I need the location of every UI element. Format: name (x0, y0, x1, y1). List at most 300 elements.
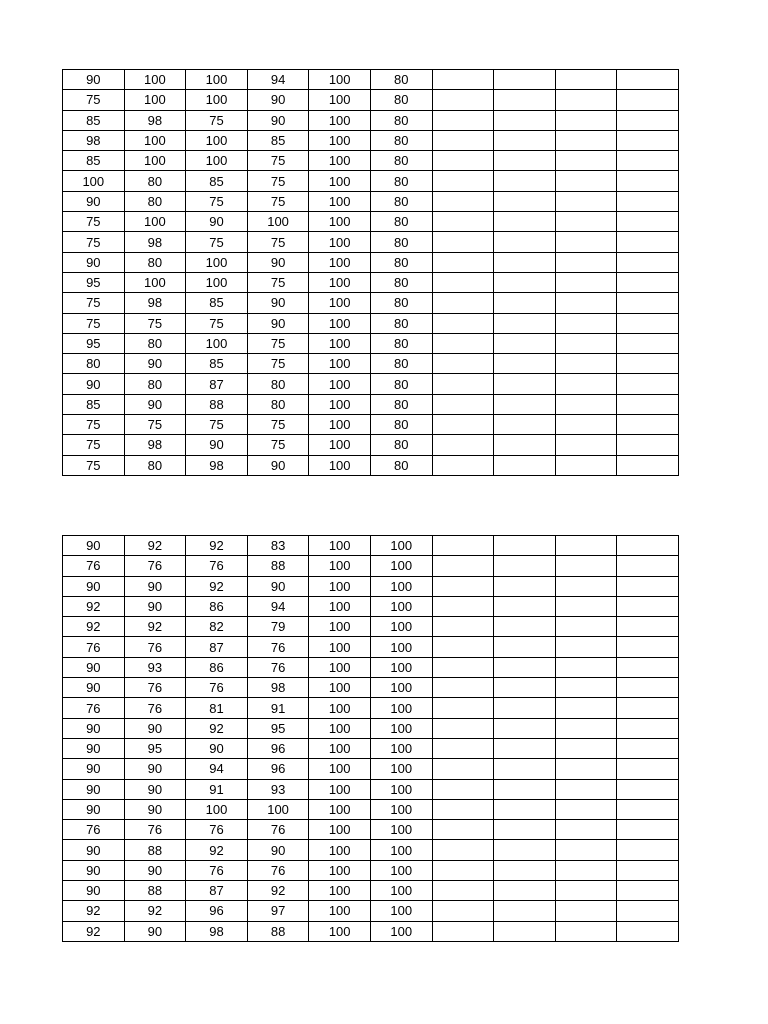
table-cell (617, 678, 679, 698)
table-cell (494, 596, 556, 616)
table-cell: 85 (63, 394, 125, 414)
table-cell (555, 901, 617, 921)
table-cell: 100 (309, 536, 371, 556)
table-cell: 100 (309, 820, 371, 840)
table-cell: 100 (370, 596, 432, 616)
table-cell: 80 (370, 252, 432, 272)
table-cell: 100 (247, 212, 309, 232)
table-cell (617, 252, 679, 272)
table-cell: 85 (63, 151, 125, 171)
table-cell (617, 272, 679, 292)
table-cell: 100 (370, 678, 432, 698)
table-cell (494, 860, 556, 880)
table-cell (617, 637, 679, 657)
table-cell: 100 (370, 820, 432, 840)
table-cell: 75 (63, 90, 125, 110)
table-cell (432, 455, 494, 475)
table-cell: 83 (247, 536, 309, 556)
table-row (63, 333, 679, 353)
table-cell (617, 576, 679, 596)
table-cell: 100 (309, 455, 371, 475)
table-cell (494, 921, 556, 941)
table-cell (617, 232, 679, 252)
table-row (63, 921, 679, 941)
table-cell (494, 657, 556, 677)
table-row (63, 110, 679, 130)
table-cell (432, 576, 494, 596)
table-cell: 75 (124, 313, 186, 333)
table-cell (617, 617, 679, 637)
table-cell: 75 (186, 232, 248, 252)
table-cell: 100 (370, 779, 432, 799)
table-cell (617, 657, 679, 677)
table-cell (432, 536, 494, 556)
table-cell: 90 (63, 799, 125, 819)
table-cell (494, 374, 556, 394)
table-cell: 85 (186, 171, 248, 191)
table-cell: 98 (186, 921, 248, 941)
table-cell: 75 (186, 191, 248, 211)
table-cell (617, 759, 679, 779)
table-cell: 100 (370, 617, 432, 637)
table-cell (494, 820, 556, 840)
table-cell: 75 (247, 333, 309, 353)
table-cell (617, 556, 679, 576)
table-cell: 90 (124, 779, 186, 799)
table-cell (555, 232, 617, 252)
table-cell (494, 435, 556, 455)
table-cell: 90 (63, 252, 125, 272)
table-row (63, 657, 679, 677)
table-cell: 100 (309, 799, 371, 819)
table-cell (617, 333, 679, 353)
table-cell (617, 820, 679, 840)
table-cell (432, 313, 494, 333)
table-cell: 100 (309, 252, 371, 272)
table-cell: 75 (186, 313, 248, 333)
table-cell: 90 (63, 860, 125, 880)
table-cell (617, 354, 679, 374)
table-cell: 98 (124, 232, 186, 252)
table-cell (617, 860, 679, 880)
table-row (63, 151, 679, 171)
table-cell: 100 (309, 860, 371, 880)
table-cell: 100 (186, 70, 248, 90)
table-cell: 80 (124, 191, 186, 211)
table-cell: 100 (309, 840, 371, 860)
table-cell: 100 (309, 394, 371, 414)
table-row (63, 881, 679, 901)
table-cell (555, 110, 617, 130)
table-cell (555, 596, 617, 616)
table-cell (555, 576, 617, 596)
table-cell (617, 171, 679, 191)
table-cell: 100 (309, 637, 371, 657)
table-cell: 100 (309, 415, 371, 435)
table-cell (617, 596, 679, 616)
table-cell: 80 (124, 252, 186, 272)
table-row (63, 171, 679, 191)
table-cell (555, 191, 617, 211)
table-cell (494, 901, 556, 921)
table-cell: 100 (309, 354, 371, 374)
table-cell (494, 151, 556, 171)
table-cell: 100 (309, 272, 371, 292)
table-cell: 98 (186, 455, 248, 475)
table-cell: 100 (309, 596, 371, 616)
table-cell (555, 151, 617, 171)
table-cell: 100 (309, 617, 371, 637)
table-cell (494, 799, 556, 819)
table-row (63, 374, 679, 394)
table-cell: 100 (309, 921, 371, 941)
table-cell: 98 (63, 130, 125, 150)
table-cell: 100 (370, 698, 432, 718)
table-cell (617, 151, 679, 171)
table-cell (494, 617, 556, 637)
table-cell (432, 374, 494, 394)
table-row (63, 313, 679, 333)
table-cell (494, 415, 556, 435)
table-cell: 75 (186, 415, 248, 435)
table-row (63, 293, 679, 313)
table-cell: 92 (124, 617, 186, 637)
table-cell: 75 (247, 272, 309, 292)
table-cell (617, 779, 679, 799)
table-cell: 90 (63, 738, 125, 758)
table-cell (617, 738, 679, 758)
table-cell: 76 (247, 860, 309, 880)
table-cell (555, 90, 617, 110)
table-cell (555, 435, 617, 455)
table-cell: 75 (63, 435, 125, 455)
table-cell (617, 840, 679, 860)
table-cell: 90 (247, 293, 309, 313)
table-row (63, 698, 679, 718)
table-cell: 86 (186, 657, 248, 677)
table-cell: 92 (124, 901, 186, 921)
table-cell: 86 (186, 596, 248, 616)
table-cell (555, 881, 617, 901)
table-row (63, 232, 679, 252)
score-table-2 (62, 535, 679, 942)
table-cell (617, 130, 679, 150)
table-cell (494, 191, 556, 211)
table-cell: 92 (186, 840, 248, 860)
table-cell: 96 (186, 901, 248, 921)
table-cell: 100 (370, 759, 432, 779)
table-cell: 91 (186, 779, 248, 799)
table-cell (494, 576, 556, 596)
table-cell: 92 (186, 576, 248, 596)
table-cell (494, 536, 556, 556)
table-row (63, 596, 679, 616)
table-cell (494, 678, 556, 698)
table-cell: 100 (247, 799, 309, 819)
table-cell: 76 (186, 678, 248, 698)
table-cell (555, 657, 617, 677)
table-cell (617, 698, 679, 718)
table-cell: 80 (370, 191, 432, 211)
table-cell: 75 (186, 110, 248, 130)
table-cell: 95 (247, 718, 309, 738)
table-cell: 92 (63, 617, 125, 637)
table-cell: 80 (370, 70, 432, 90)
table-cell: 100 (186, 151, 248, 171)
table-cell: 76 (124, 556, 186, 576)
table-cell: 100 (309, 191, 371, 211)
table-cell: 100 (370, 881, 432, 901)
table-cell: 90 (124, 394, 186, 414)
table-cell: 100 (370, 860, 432, 880)
table-cell (432, 232, 494, 252)
table-cell: 76 (124, 820, 186, 840)
table-cell: 80 (370, 90, 432, 110)
table-cell (555, 70, 617, 90)
table-cell (494, 232, 556, 252)
table-cell: 90 (63, 536, 125, 556)
table-cell: 92 (63, 921, 125, 941)
table-row (63, 212, 679, 232)
table-cell (494, 637, 556, 657)
table-cell: 76 (63, 556, 125, 576)
table-row (63, 536, 679, 556)
table-cell (494, 313, 556, 333)
table-cell: 76 (63, 637, 125, 657)
table-cell: 95 (63, 272, 125, 292)
table-cell: 80 (124, 333, 186, 353)
table-row (63, 901, 679, 921)
table-cell (555, 455, 617, 475)
table-cell (555, 415, 617, 435)
table-cell: 80 (124, 374, 186, 394)
table-cell (432, 657, 494, 677)
table-cell: 90 (63, 657, 125, 677)
table-cell (494, 779, 556, 799)
table-cell: 80 (370, 374, 432, 394)
table-cell: 90 (247, 252, 309, 272)
table-cell (432, 110, 494, 130)
table-cell: 76 (63, 698, 125, 718)
table-cell: 76 (63, 820, 125, 840)
table-cell: 100 (309, 759, 371, 779)
table-cell (617, 455, 679, 475)
table-row (63, 576, 679, 596)
table-row (63, 455, 679, 475)
table-cell (555, 779, 617, 799)
table-cell: 100 (309, 313, 371, 333)
table-cell (555, 333, 617, 353)
table-cell: 92 (124, 536, 186, 556)
table-cell (555, 738, 617, 758)
table-cell: 100 (186, 799, 248, 819)
table-cell (432, 293, 494, 313)
table-cell: 100 (186, 272, 248, 292)
table-cell: 96 (247, 759, 309, 779)
table-row (63, 637, 679, 657)
table-cell (432, 617, 494, 637)
table-cell: 88 (247, 921, 309, 941)
table-cell: 75 (124, 415, 186, 435)
table-cell: 92 (186, 536, 248, 556)
table-row (63, 860, 679, 880)
table-cell: 90 (247, 455, 309, 475)
table-cell (494, 171, 556, 191)
table-cell (555, 354, 617, 374)
table-cell (555, 759, 617, 779)
table-cell: 90 (247, 313, 309, 333)
table-cell (494, 130, 556, 150)
table-cell: 100 (309, 556, 371, 576)
table-cell (432, 415, 494, 435)
table-cell: 100 (186, 130, 248, 150)
table-cell: 75 (247, 435, 309, 455)
table-cell: 100 (309, 779, 371, 799)
table-cell: 90 (63, 191, 125, 211)
table-cell (432, 718, 494, 738)
table-cell: 75 (247, 191, 309, 211)
table-cell: 100 (309, 576, 371, 596)
table-cell: 80 (124, 171, 186, 191)
table-cell: 100 (309, 698, 371, 718)
table-cell (432, 354, 494, 374)
table-cell: 76 (124, 637, 186, 657)
table-cell (555, 820, 617, 840)
table-cell (555, 921, 617, 941)
table-cell: 76 (124, 698, 186, 718)
table-cell (617, 374, 679, 394)
table-cell (432, 556, 494, 576)
table-cell (432, 130, 494, 150)
table-cell: 90 (247, 840, 309, 860)
table-cell (555, 698, 617, 718)
table-cell: 80 (63, 354, 125, 374)
table-cell: 76 (124, 678, 186, 698)
table-cell: 90 (63, 779, 125, 799)
table-cell: 95 (63, 333, 125, 353)
table-row (63, 130, 679, 150)
table-cell (494, 70, 556, 90)
table-cell (432, 860, 494, 880)
table-cell: 100 (370, 536, 432, 556)
table-cell (494, 840, 556, 860)
table-cell (617, 394, 679, 414)
table-row (63, 799, 679, 819)
table-cell: 81 (186, 698, 248, 718)
table-cell (555, 212, 617, 232)
table-cell: 100 (370, 657, 432, 677)
table-cell: 100 (186, 333, 248, 353)
table-cell (617, 718, 679, 738)
table-cell (432, 394, 494, 414)
table-cell: 75 (63, 455, 125, 475)
table-cell: 75 (63, 313, 125, 333)
table-cell: 90 (186, 212, 248, 232)
table-cell: 100 (309, 70, 371, 90)
table-row (63, 415, 679, 435)
table-cell: 100 (309, 232, 371, 252)
table-cell (494, 354, 556, 374)
table-row (63, 70, 679, 90)
table-cell: 100 (186, 90, 248, 110)
table-row (63, 272, 679, 292)
table-cell: 100 (309, 90, 371, 110)
table-cell: 90 (124, 799, 186, 819)
table-cell: 98 (247, 678, 309, 698)
table-cell: 93 (247, 779, 309, 799)
table-row (63, 738, 679, 758)
table-cell: 100 (186, 252, 248, 272)
table-cell (617, 313, 679, 333)
table-cell (432, 779, 494, 799)
table-cell (494, 333, 556, 353)
table-cell: 79 (247, 617, 309, 637)
table-cell (617, 293, 679, 313)
table-cell (432, 901, 494, 921)
table-cell (555, 313, 617, 333)
table-cell: 100 (124, 212, 186, 232)
table-cell: 94 (247, 70, 309, 90)
table-cell (555, 272, 617, 292)
table-cell: 80 (370, 354, 432, 374)
table-cell: 100 (309, 901, 371, 921)
table-cell (432, 70, 494, 90)
table-cell (494, 252, 556, 272)
table-cell (432, 678, 494, 698)
table-cell: 85 (63, 110, 125, 130)
table-cell: 100 (124, 70, 186, 90)
table-cell (555, 860, 617, 880)
table-cell: 88 (247, 556, 309, 576)
table-cell (555, 840, 617, 860)
table-cell: 100 (309, 333, 371, 353)
table-cell: 100 (309, 151, 371, 171)
table-cell: 100 (124, 272, 186, 292)
table-cell: 100 (309, 374, 371, 394)
table-cell (432, 738, 494, 758)
table-cell (494, 293, 556, 313)
table-cell: 100 (309, 130, 371, 150)
table-cell (555, 556, 617, 576)
table-cell (555, 252, 617, 272)
table-cell (617, 90, 679, 110)
table-cell: 75 (247, 151, 309, 171)
table-cell: 76 (186, 820, 248, 840)
table-cell: 100 (370, 718, 432, 738)
table-cell: 100 (370, 738, 432, 758)
table-cell (555, 394, 617, 414)
table-cell (432, 840, 494, 860)
table-cell: 85 (247, 130, 309, 150)
table-cell: 80 (370, 272, 432, 292)
table-cell: 91 (247, 698, 309, 718)
table-cell: 90 (63, 70, 125, 90)
table-cell: 100 (309, 718, 371, 738)
table-cell: 100 (309, 110, 371, 130)
table-cell: 75 (247, 171, 309, 191)
table-cell: 94 (247, 596, 309, 616)
table-cell (617, 70, 679, 90)
table-row (63, 678, 679, 698)
table-cell (617, 901, 679, 921)
table-row (63, 820, 679, 840)
table-cell: 75 (247, 232, 309, 252)
table-cell (617, 415, 679, 435)
table-cell: 75 (63, 293, 125, 313)
table-row (63, 191, 679, 211)
table-cell: 100 (124, 130, 186, 150)
table-cell: 87 (186, 881, 248, 901)
